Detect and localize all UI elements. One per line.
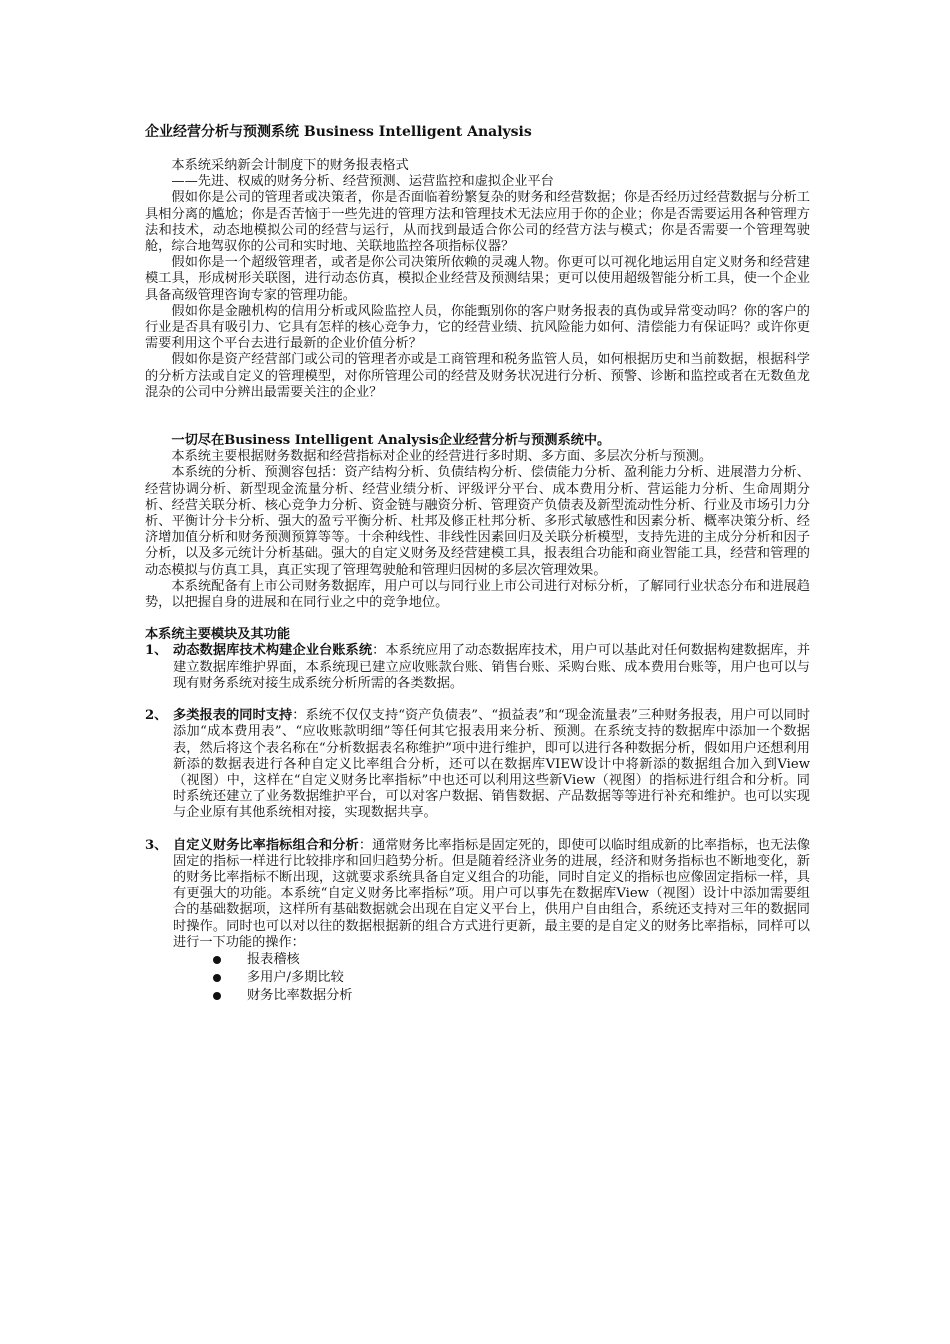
module-text: ：通常财务比率指标是固定死的，即使可以临时组成新的比率指标，也无法像固定的指标一样进行比较排序和回归趋势分析。但是随着经济业务的进展，经济和财务指标也不断地变化，新的财务比率指标不断出现，这就要求系统具备自定义组合的功能，同时自定义的指标也应像固定指标一样，具有更强大的功能。本系统“自定义财务比率指标”项。用户可以事先在数据库View（视图）设计中添加需要组合的基础数据项，这样所有基础数据就会出现在自定义平台上，供用户自由组合，系统还支持对三年的数据同时操作。同时也可以对以往的数据根据新的组合方式进行更新，最主要的是自定义的财务比率指标，同样可以进行一下功能的操作： (173, 837, 811, 950)
intro-line-2: ——先进、权威的财务分析、经营预测、运营监控和虚拟企业平台 (171, 174, 554, 190)
function-bullet-list (145, 951, 810, 1005)
module-item (145, 838, 810, 951)
module-text: ：系统不仅仅支持“资产负债表”、“损益表”和“现金流量表”三种财务报表，用户可以同时添加“成本费用表”、“应收账款明细”等任何其它报表用来分析、预测。在系统支持的数据库中添加一个数据表，然后将这个表名称在“分析数据表名称维护”项中进行维护，即可以进行各种数据分析，假如用户还想利用新添的数据表进行各种自定义比率组合分析，还可以在数据库VIEW设计中将新添的数据组合加入到View（视图）中，这样在“自定义财务比率指标”中也还可以利用这些新View（视图）的指标进行组合和分析。同时系统还建立了业务数据维护平台，可以对客户数据、销售数据、产品数据等等进行补充和维护。也可以实现与企业原有其他系统相对接，实现数据共享。 (173, 708, 810, 821)
module-heading: 自定义财务比率指标组合和分析 (173, 837, 359, 853)
document-page (145, 122, 810, 1005)
module-item (145, 708, 810, 821)
module-text: ：本系统应用了动态数据库技术，用户可以基此对任何数据构建数据库，并建立数据库维护界面，本系统现已建立应收账款台账、销售台账、采购台账、成本费用台账等，用户也可以与现有财务系统对接生成系统分析所需的各类数据。 (173, 643, 811, 691)
bullet-item: 多用户/多期比较 (213, 969, 810, 987)
bullet-item: 报表稽核 (213, 951, 810, 969)
bullet-icon (213, 992, 221, 1000)
module-number: 3、 (145, 837, 168, 853)
intro-line-1: 本系统采纳新会计制度下的财务报表格式 (171, 158, 409, 173)
intro-paragraph-4: 假如你是资产经营部门或公司的管理者亦或是工商管理和税务监管人员，如何根据历史和当前数据，根据科学的分析方法或自定义的管理模型，对你所管理公司的经营及财务状况进行分析、预警、诊断和监控或者在无数鱼龙混杂的公司中分辨出最需要关注的企业？ (145, 352, 810, 400)
bullet-item: 财务比率数据分析 (213, 987, 810, 1005)
intro-paragraph-2: 假如你是一个超级管理者，或者是你公司决策所依赖的灵魂人物。你更可以可视化地运用自定义财务和经营建模工具，形成树形关联图，进行动态仿真，模拟企业经营及预测结果；更可以使用超级智能分析工具，使一个企业具备高级管理咨询专家的管理功能。 (145, 255, 810, 303)
module-heading: 多类报表的同时支持 (173, 708, 293, 724)
body-paragraph-1: 本系统主要根据财务数据和经营指标对企业的经营进行多时期、多方面、多层次分析与预测。 (171, 449, 713, 465)
modules-title: 本系统主要模块及其功能 (145, 627, 291, 643)
module-number: 1、 (145, 643, 168, 659)
headline: 一切尽在Business Intelligent Analysis企业经营分析与预测系统中。 (171, 433, 611, 449)
document-title: 企业经营分析与预测系统 Business Intelligent Analysis (145, 124, 532, 140)
module-item (145, 643, 810, 692)
bullet-icon (213, 974, 221, 982)
bullet-icon (213, 956, 221, 964)
module-number: 2、 (145, 708, 168, 724)
body-paragraph-3: 本系统配备有上市公司财务数据库，用户可以与同行业上市公司进行对标分析，了解同行业状态分布和进展趋势，以把握自身的进展和在同行业之中的竞争地位。 (145, 578, 810, 611)
intro-paragraph-1: 假如你是公司的管理者或决策者，你是否面临着纷繁复杂的财务和经营数据；你是否经历过经营数据与分析工具相分离的尴尬；你是否苦恼于一些先进的管理方法和管理技术无法应用于你的企业；你是否需要运用各种管理方法和技术，动态地模拟公司的经营与运行，从而找到最适合你公司的经营方法与模式；你是否需要一个管理驾驶舱，综合地驾驭你的公司和实时地、关联地监控各项指标仪器？ (145, 190, 810, 255)
intro-paragraph-3: 假如你是金融机构的信用分析或风险监控人员，你能甄别你的客户财务报表的真伪或异常变动吗？你的客户的行业是否具有吸引力、它具有怎样的核心竞争力，它的经营业绩、抗风险能力如何、清偿能力有保证吗？或许你更需要利用这个平台去进行最新的企业价值分析？ (145, 303, 810, 352)
body-paragraph-2: 本系统的分析、预测容包括：资产结构分析、负债结构分析、偿债能力分析、盈利能力分析、进展潜力分析、经营协调分析、新型现金流量分析、经营业绩分析、评级评分平台、成本费用分析、营运能力分析、生命周期分析、经营关联分析、核心竞争力分析、资金链与融资分析、管理资产负债表及新型流动性分析、行业及市场引力分析、平衡计分卡分析、强大的盈亏平衡分析、杜邦及修正杜邦分析、多形式敏感性和因素分析、概率决策分析、经济增加值分析和财务预测预算等等。十余种线性、非线性因素回归及关联分析模型，支持先进的主成分分析和因子分析，以及多元统计分析基础。强大的自定义财务及经营建模工具，报表组合功能和商业智能工具，经营和管理的动态模拟与仿真工具，真正实现了管理驾驶舱和管理归因树的多层次管理效果。 (145, 465, 810, 578)
module-heading: 动态数据库技术构建企业台账系统 (173, 643, 373, 659)
